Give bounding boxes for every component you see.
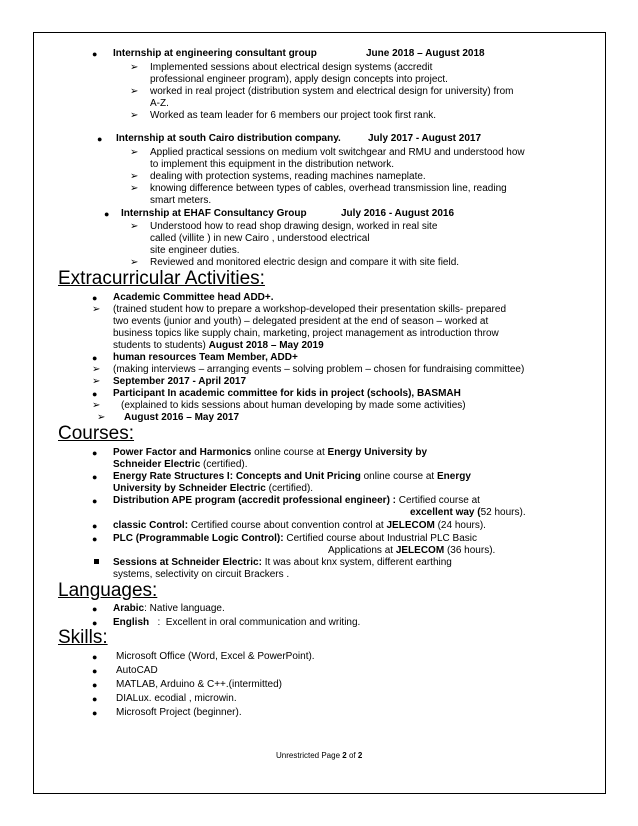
internship-point: site engineer duties. xyxy=(150,245,240,256)
activity-item: students to students) August 2018 – May 2019 xyxy=(113,340,324,351)
bullet-icon: ● xyxy=(97,134,103,144)
activity-item: Academic Committee head ADD+. xyxy=(113,292,274,303)
page-footer: Unrestricted Page 2 of 2 xyxy=(276,751,363,760)
internship-point: worked in real project (distribution system and electrical design for university) from xyxy=(150,86,514,97)
bullet-icon: ● xyxy=(92,448,98,458)
internship-point: Understood how to read shop drawing design, worked in real site xyxy=(150,221,438,232)
internship-point: knowing difference between types of cables, overhead transmission line, reading xyxy=(150,183,507,194)
square-bullet-icon xyxy=(94,559,99,564)
section-heading-languages: Languages: xyxy=(58,580,158,601)
course-item: Distribution APE program (accredit professional engineer) : Certified course at xyxy=(113,495,480,506)
internship-point: A-Z. xyxy=(150,98,169,109)
bullet-icon: ● xyxy=(92,618,98,628)
course-item: classic Control: Certified course about convention control at JELECOM (24 hours). xyxy=(113,520,486,531)
course-item: Energy Rate Structures I: Concepts and Unit Pricing online course at Energy xyxy=(113,471,471,482)
bullet-icon: ● xyxy=(92,680,98,690)
bullet-icon: ● xyxy=(92,293,98,303)
internship-point: Reviewed and monitored electric design and compare it with site field. xyxy=(150,257,460,268)
internship-title: Internship at EHAF Consultancy Group xyxy=(121,208,307,219)
bullet-icon: ● xyxy=(92,353,98,363)
activity-item: (making interviews – arranging events – solving problem – chosen for fundraising committee) xyxy=(113,364,525,375)
internship-dates: July 2017 - August 2017 xyxy=(368,133,482,144)
activity-item: September 2017 - April 2017 xyxy=(113,376,247,387)
bullet-icon: ● xyxy=(92,708,98,718)
skill-item: AutoCAD xyxy=(116,665,158,676)
activity-item: August 2016 – May 2017 xyxy=(124,412,240,423)
course-item: University by Schneider Electric (certified). xyxy=(113,483,314,494)
skill-item: Microsoft Project (beginner). xyxy=(116,707,242,718)
course-item: Applications at JELECOM (36 hours). xyxy=(328,545,496,556)
arrow-bullet-icon: ➢ xyxy=(92,376,101,387)
language-item: English : Excellent in oral communication and writing. xyxy=(113,617,361,628)
course-item: excellent way (52 hours). xyxy=(410,507,526,518)
skill-item: MATLAB, Arduino & C++.(intermitted) xyxy=(116,679,282,690)
bullet-icon: ● xyxy=(92,604,98,614)
activity-item: two events (junior and youth) – delegated president at the end of season – worked at xyxy=(113,316,489,327)
arrow-bullet-icon: ➢ xyxy=(130,110,139,121)
course-item: Power Factor and Harmonics online course at Energy University by xyxy=(113,447,428,458)
arrow-bullet-icon: ➢ xyxy=(92,304,101,315)
internship-point: Implemented sessions about electrical design systems (accredit xyxy=(150,62,433,73)
arrow-bullet-icon: ➢ xyxy=(130,183,139,194)
activity-item: human resources Team Member, ADD+ xyxy=(113,352,298,363)
arrow-bullet-icon: ➢ xyxy=(130,62,139,73)
skill-item: DIALux. ecodial , microwin. xyxy=(116,693,237,704)
course-item: PLC (Programmable Logic Control): Certified course about Industrial PLC Basic xyxy=(113,533,477,544)
section-heading-courses: Courses: xyxy=(58,423,135,444)
course-item: Sessions at Schneider Electric: It was about knx system, different earthing xyxy=(113,557,452,568)
internship-dates: July 2016 - August 2016 xyxy=(341,208,455,219)
bullet-icon: ● xyxy=(92,521,98,531)
bullet-icon: ● xyxy=(92,472,98,482)
internship-title: Internship at engineering consultant group xyxy=(113,48,317,59)
language-item: Arabic: Native language. xyxy=(113,603,225,614)
bullet-icon: ● xyxy=(92,534,98,544)
arrow-bullet-icon: ➢ xyxy=(92,364,101,375)
internship-dates: June 2018 – August 2018 xyxy=(366,48,485,59)
internship-point: smart meters. xyxy=(150,195,212,206)
arrow-bullet-icon: ➢ xyxy=(97,412,106,423)
arrow-bullet-icon: ➢ xyxy=(92,400,101,411)
arrow-bullet-icon: ➢ xyxy=(130,171,139,182)
bullet-icon: ● xyxy=(92,694,98,704)
arrow-bullet-icon: ➢ xyxy=(130,257,139,268)
internship-point: professional engineer program), apply design concepts into project. xyxy=(150,74,448,85)
bullet-icon: ● xyxy=(92,49,98,59)
course-item: Schneider Electric (certified). xyxy=(113,459,248,470)
activity-item: (explained to kids sessions about human developing by made some activities) xyxy=(121,400,466,411)
internship-point: Applied practical sessions on medium volt switchgear and RMU and understood how xyxy=(150,147,525,158)
internship-point: to implement this equipment in the distribution network. xyxy=(150,159,395,170)
course-item: systems, selectivity on circuit Brackers . xyxy=(113,569,290,580)
internship-title: Internship at south Cairo distribution company. xyxy=(116,133,341,144)
internship-point: Worked as team leader for 6 members our project took first rank. xyxy=(150,110,437,121)
bullet-icon: ● xyxy=(104,209,110,219)
section-heading-skills: Skills: xyxy=(58,627,108,648)
activity-item: Participant In academic committee for kids in project (schools), BASMAH xyxy=(113,388,461,399)
internship-point: dealing with protection systems, reading machines nameplate. xyxy=(150,171,426,182)
section-heading-extracurricular: Extracurricular Activities: xyxy=(58,268,265,289)
bullet-icon: ● xyxy=(92,666,98,676)
arrow-bullet-icon: ➢ xyxy=(130,86,139,97)
arrow-bullet-icon: ➢ xyxy=(130,147,139,158)
activity-item: (trained student how to prepare a workshop-developed their presentation skills- prepared xyxy=(113,304,507,315)
bullet-icon: ● xyxy=(92,496,98,506)
arrow-bullet-icon: ➢ xyxy=(130,221,139,232)
activity-item: business topics like supply chain, marketing, project management as introduction throw xyxy=(113,328,499,339)
bullet-icon: ● xyxy=(92,389,98,399)
skill-item: Microsoft Office (Word, Excel & PowerPoint). xyxy=(116,651,315,662)
bullet-icon: ● xyxy=(92,652,98,662)
internship-point: called (villite ) in new Cairo , understood electrical xyxy=(150,233,370,244)
